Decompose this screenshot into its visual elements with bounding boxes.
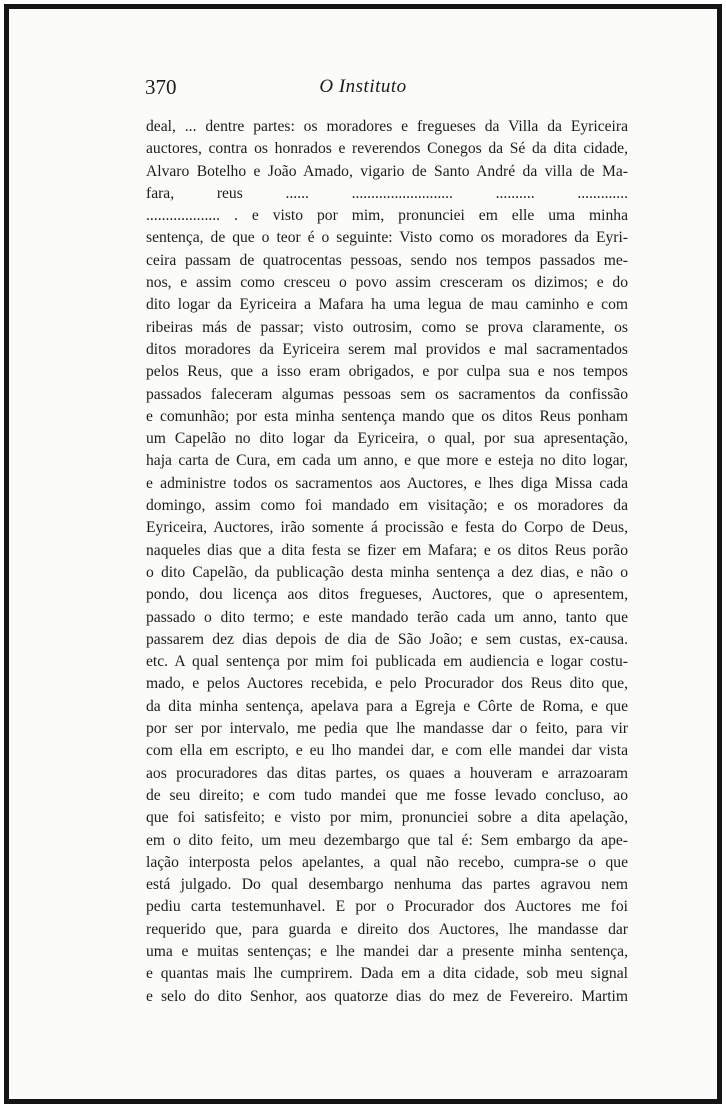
- body-text: [146, 116, 628, 1008]
- text-line: uma e muitas sentenças; e lhe mandei dar a presente minha sentença,: [146, 942, 628, 960]
- text-line: e administre todos os sacramentos aos Auctores, e lhes diga Missa cada: [146, 474, 628, 492]
- text-line: passados faleceram algumas pessoas sem os sacramentos da confissão: [146, 385, 628, 403]
- text-line: da dita minha sentença, apelava para a Egreja e Côrte de Roma, e que: [146, 697, 628, 715]
- text-line: dito logar da Eyriceira a Mafara ha uma legua de mau caminho e com: [146, 296, 628, 314]
- text-line: auctores, contra os honrados e reverendos Conegos da Sé da dita cidade,: [146, 140, 628, 158]
- text-line: naqueles dias que a dita festa se fizer em Mafara; e os ditos Reus porão: [146, 541, 628, 559]
- text-line: nos, e assim como cresceu o povo assim cresceram os dizimos; e do: [146, 274, 628, 292]
- text-line: requerido que, para guarda e direito dos Auctores, lhe mandasse dar: [146, 920, 628, 938]
- text-line: e quantas mais lhe cumprirem. Dada em a dita cidade, sob meu signal: [146, 965, 628, 983]
- text-line: domingo, assim como foi mandado em visitação; e os moradores da: [146, 497, 628, 515]
- text-line: ceira passam de quatrocentas pessoas, sendo nos tempos passados me-: [146, 251, 628, 269]
- text-line: fara, reus ...... .......................... .......... .............: [146, 184, 628, 202]
- text-line: deal, ... dentre partes: os moradores e fregueses da Villa da Eyriceira: [146, 118, 628, 135]
- running-title: O Instituto: [319, 76, 407, 97]
- text-line: pediu carta testemunhavel. E por o Procurador dos Auctores me foi: [146, 898, 628, 916]
- text-line: aos procuradores das ditas partes, os quaes a houveram e arrazoaram: [146, 764, 628, 782]
- text-line: pelos Reus, que a isso eram obrigados, e por culpa sua e nos tempos: [146, 363, 628, 381]
- text-line: por ser por intervalo, me pedia que lhe mandasse dar o feito, para vir: [146, 720, 628, 738]
- text-line: Alvaro Botelho e João Amado, vigario de Santo André da villa de Ma-: [146, 162, 628, 180]
- text-line: que foi satisfeito; e visto por mim, pronunciei sobre a dita apelação,: [146, 809, 628, 827]
- text-line: um Capelão no dito logar da Eyriceira, o qual, por sua apresentação,: [146, 430, 628, 448]
- text-line: está julgado. Do qual desembargo nenhuma das partes agravou nem: [146, 876, 628, 894]
- text-line: haja carta de Cura, em cada um anno, e que more e esteja no dito logar,: [146, 452, 628, 470]
- text-line: mado, e pelos Auctores recebida, e pelo Procurador dos Reus dito que,: [146, 675, 628, 693]
- text-line: etc. A qual sentença por mim foi publicada em audiencia e logar costu-: [146, 653, 628, 671]
- text-line: o dito Capelão, da publicação desta minha sentença a dez dias, e não o: [146, 563, 628, 581]
- text-line: ditos moradores da Eyriceira serem mal providos e mal sacramentados: [146, 340, 628, 358]
- text-line: de seu direito; e com tudo mandei que me fosse levado concluso, ao: [146, 786, 628, 804]
- text-line: lação interposta pelos apelantes, a qual não recebo, cumpra-se o que: [146, 853, 628, 871]
- text-line: passarem dez dias depois de dia de São João; e sem custas, ex-causa.: [146, 630, 628, 648]
- text-line: em o dito feito, um meu dezembargo que tal é: Sem embargo da ape-: [146, 831, 628, 849]
- text-line: e comunhão; por esta minha sentença mando que os ditos Reus ponham: [146, 407, 628, 425]
- text-line: Eyriceira, Auctores, irão somente á procissão e festa do Corpo de Deus,: [146, 519, 628, 537]
- text-line: pondo, dou licença aos ditos fregueses, Auctores, que o apresentem,: [146, 586, 628, 604]
- text-line: ................... . e visto por mim, pronunciei em elle uma minha: [146, 207, 628, 225]
- text-line: e selo do dito Senhor, aos quatorze dias do mez de Fevereiro. Martim: [146, 987, 628, 1005]
- page-number: 370: [145, 75, 177, 99]
- text-line: ribeiras más de passar; visto outrosim, como se prova claramente, os: [146, 318, 628, 336]
- text-line: com ella em escripto, e eu lho mandei dar, e com elle mandei dar vista: [146, 742, 628, 760]
- text-line: passado o dito termo; e este mandado terão cada um anno, tanto que: [146, 608, 628, 626]
- text-line: sentença, de que o teor é o seguinte: Visto como os moradores da Eyri-: [146, 229, 628, 247]
